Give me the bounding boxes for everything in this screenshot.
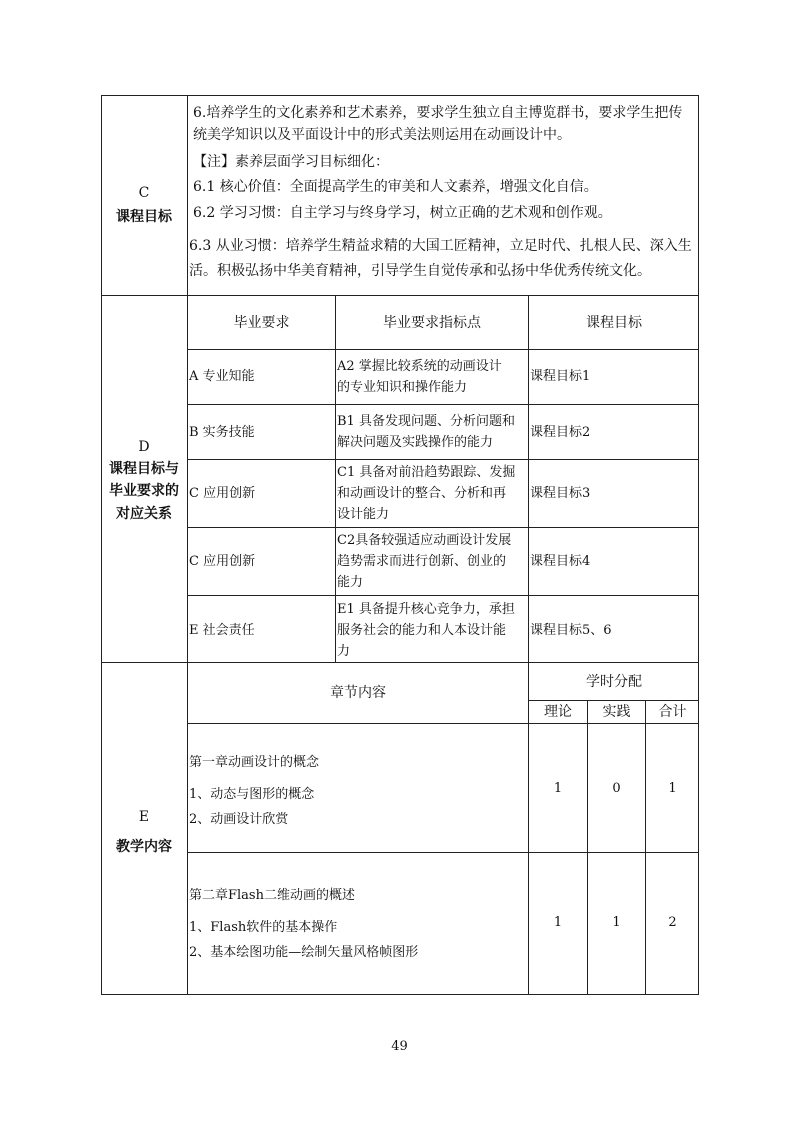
page-number: 49 — [391, 1039, 408, 1054]
hours-total: 1 — [668, 781, 677, 796]
indicator-cell-line: 设计能力 — [337, 507, 390, 522]
section-d-letter: D — [138, 439, 150, 455]
chapter-item: 1、动态与图形的概念 — [189, 787, 315, 802]
indicator-cell-line: E1 具备提升核心竞争力，承担 — [337, 602, 515, 617]
chapter-item: 2、基本绘图功能—绘制矢量风格帧图形 — [189, 945, 419, 960]
indicator-cell-line: C2具备较强适应动画设计发展 — [337, 533, 512, 548]
indicator-cell-line: B1 具备发现问题、分析问题和 — [337, 414, 515, 429]
indicator-cell-line: 服务社会的能力和人本设计能 — [337, 623, 507, 638]
col-header-requirement: 毕业要求 — [233, 315, 290, 331]
section-c-title: 课程目标 — [116, 209, 172, 225]
col-header-practice: 实践 — [602, 704, 631, 720]
indicator-cell-line: C1 具备对前沿趋势跟踪、发掘 — [337, 465, 516, 480]
requirement-cell: B 实务技能 — [189, 425, 255, 440]
section-e-letter: E — [138, 809, 150, 825]
col-header-chapter: 章节内容 — [330, 685, 386, 701]
goal-cell: 课程目标5、6 — [530, 623, 612, 638]
indicator-cell-line: 和动画设计的整合、分析和再 — [337, 486, 507, 501]
goal-text-line: 活。积极弘扬中华美育精神，引导学生自觉传承和弘扬中华优秀传统文化。 — [189, 263, 651, 279]
requirement-cell: E 社会责任 — [189, 623, 255, 638]
section-d-title-line: 课程目标与 — [109, 461, 179, 477]
section-d-title-line: 对应关系 — [116, 506, 172, 522]
hours-practice: 0 — [612, 781, 621, 796]
indicator-cell-line: 解决问题及实践操作的能力 — [337, 435, 494, 450]
requirement-cell: C 应用创新 — [189, 554, 256, 569]
chapter-title: 第一章动画设计的概念 — [189, 755, 320, 770]
hours-practice: 1 — [612, 915, 621, 930]
section-e-title: 教学内容 — [116, 839, 172, 855]
hours-theory: 1 — [553, 781, 563, 796]
hours-theory: 1 — [553, 915, 563, 930]
indicator-cell-line: 能力 — [337, 575, 364, 590]
indicator-cell-line: A2 掌握比较系统的动画设计 — [337, 359, 502, 374]
goal-text-line: 6.1 核心价值：全面提高学生的审美和人文素养，增强文化自信。 — [193, 179, 598, 195]
note-heading: 【注】素养层面学习目标细化： — [193, 154, 389, 170]
requirement-cell: C 应用创新 — [189, 486, 256, 501]
goal-text-line: 6.2 学习习惯：自主学习与终身学习，树立正确的艺术观和创作观。 — [193, 205, 612, 221]
indicator-cell-line: 力 — [337, 644, 351, 659]
goal-text-line: 统美学知识以及平面设计中的形式美法则运用在动画设计中。 — [193, 127, 571, 143]
chapter-title: 第二章Flash二维动画的概述 — [189, 888, 355, 903]
goal-cell: 课程目标1 — [530, 369, 591, 384]
goal-text-line: 6.3 从业习惯：培养学生精益求精的大国工匠精神，立足时代、扎根人民、深入生 — [189, 238, 692, 254]
chapter-item: 2、动画设计欣赏 — [189, 812, 289, 827]
section-d-title-line: 毕业要求的 — [109, 483, 179, 499]
goal-text-line: 6.培养学生的文化素养和艺术素养，要求学生独立自主博览群书，要求学生把传 — [193, 105, 683, 121]
chapter-item: 1、Flash软件的基本操作 — [189, 920, 338, 935]
col-header-total: 合计 — [658, 704, 687, 720]
goal-cell: 课程目标2 — [530, 425, 591, 440]
indicator-cell-line: 趋势需求而进行创新、创业的 — [337, 554, 507, 569]
indicator-cell-line: 的专业知识和操作能力 — [337, 380, 468, 395]
hours-total: 2 — [668, 915, 677, 930]
goal-cell: 课程目标3 — [530, 486, 591, 501]
col-header-goal: 课程目标 — [586, 315, 642, 331]
goal-cell: 课程目标4 — [530, 554, 591, 569]
requirement-cell: A 专业知能 — [189, 369, 255, 384]
col-header-indicator: 毕业要求指标点 — [383, 315, 481, 331]
section-c-letter: C — [138, 185, 150, 201]
col-header-theory: 理论 — [544, 704, 572, 720]
col-header-hours: 学时分配 — [586, 674, 642, 690]
